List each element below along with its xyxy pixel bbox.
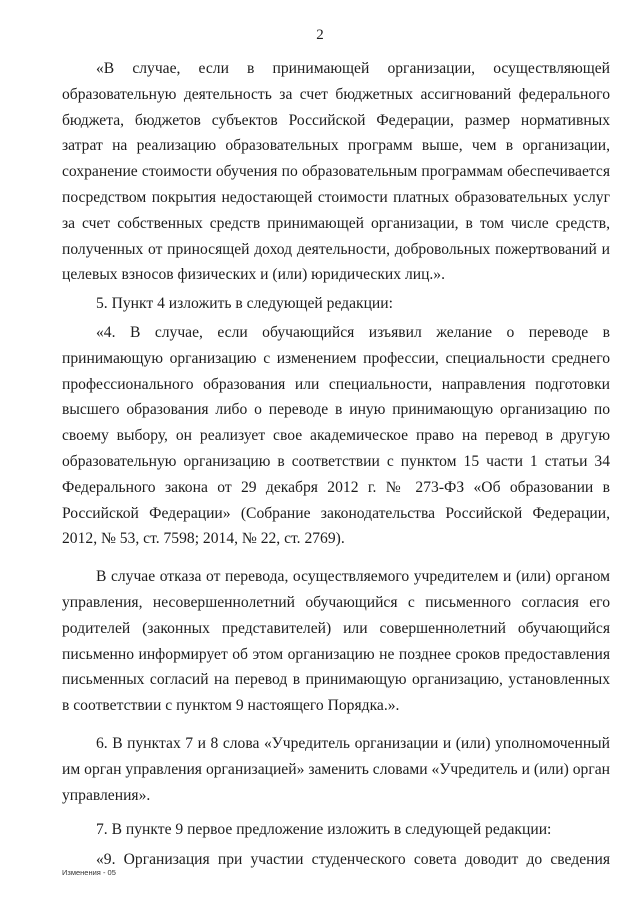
- paragraph-item-5-heading: 5. Пункт 4 изложить в следующей редакции:: [96, 295, 393, 313]
- paragraph-item-6-amendment: 6. В пунктах 7 и 8 слова «Учредитель организации и (или) уполномоченный им орган управления организацией» заменить словами «Учредитель и (или) орган управления».: [62, 734, 610, 804]
- document-body: [62, 56, 610, 873]
- paragraph-budget-funding-clause: «В случае, если в принимающей организации, осуществляющей образовательную деятельность за счет бюджетных ассигнований федерального бюджета, бюджетов субъектов Российской Федерации, размер нормативных затрат на реализацию образовательных программ выше, чем в организации, сохранение стоимости обучения по образовательным программам обеспечивается посредством покрытия недостающей стоимости платных образовательных услуг за счет собственных средств принимающей организации, в том числе средств, полученных от приносящей доход деятельности, добровольных пожертвований и целевых взносов физических и (или) юридических лиц.».: [62, 60, 610, 284]
- page-number: 2: [316, 27, 324, 43]
- paragraph-item-9-start: «9. Организация при участии студенческого совета доводит до сведения: [96, 851, 610, 869]
- paragraph-item-4-new-text: «4. В случае, если обучающийся изъявил желание о переводе в принимающую организацию с изменением профессии, специальности среднего профессионального образования или специальности, направления подготовки высшего образования либо о переводе в иную принимающую организацию по своему выбору, он реализует свое академическое право на перевод в другую образовательную организацию в соответствии с пунктом 15 части 1 статьи 34 Федерального закона от 29 декабря 2012 г. № 273-ФЗ «Об образовании в Российской Федерации» (Собрание законодательства Российской Федерации, 2012, № 53, ст. 7598; 2014, № 22, ст. 2769).: [62, 323, 610, 548]
- paragraph-item-7-heading: 7. В пункте 9 первое предложение изложить в следующей редакции:: [96, 821, 552, 839]
- paragraph-transfer-refusal: В случае отказа от перевода, осуществляемого учредителем и (или) органом управления, несовершеннолетний обучающийся с письменного согласия его родителей (законных представителей) или совершеннолетний обучающийся письменно информирует об этом организацию не позднее сроков предоставления письменных согласий на перевод в принимающую организацию, установленных в соответствии с пунктом 9 настоящего Порядка.».: [62, 568, 610, 715]
- footer-document-code: Изменения - 05: [62, 868, 116, 877]
